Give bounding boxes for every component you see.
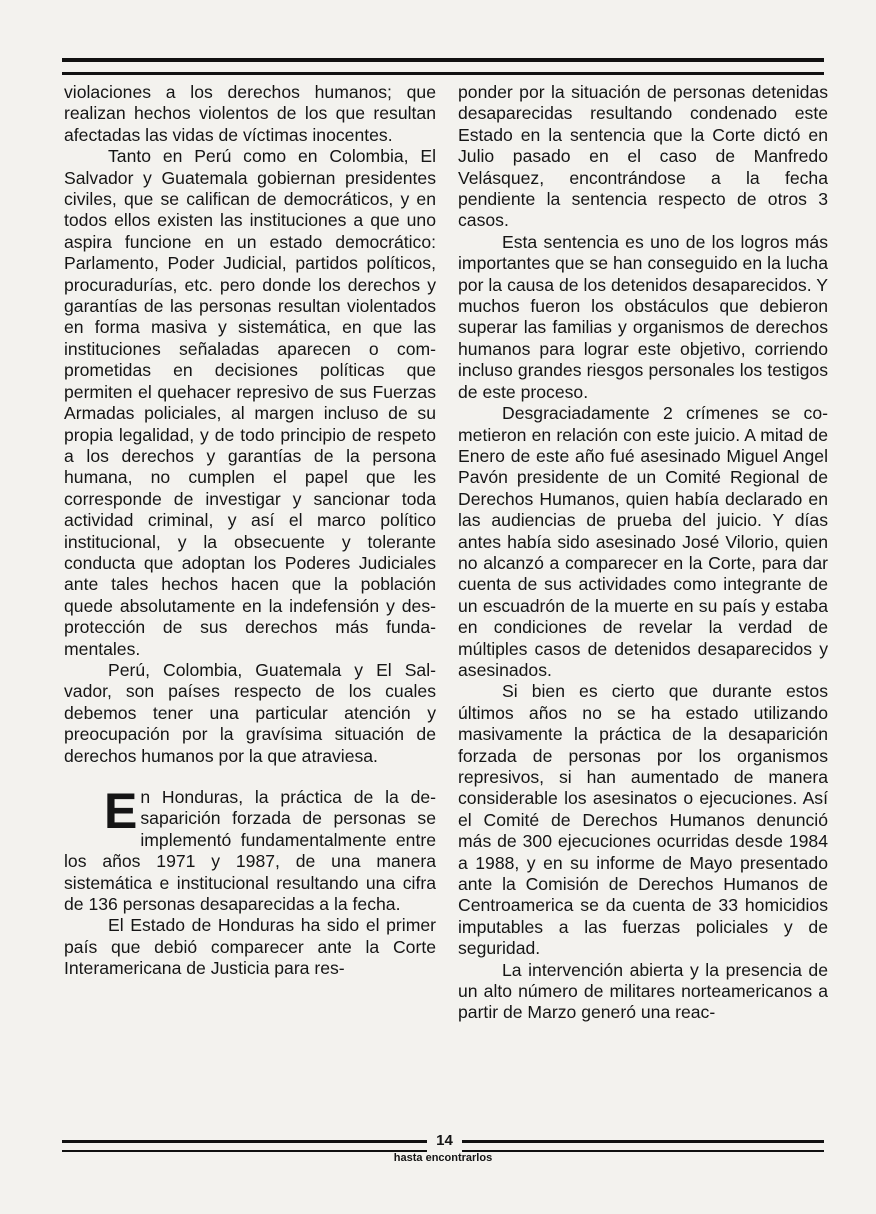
drop-cap-paragraph [64, 783, 436, 915]
page-number: 14 [436, 1132, 453, 1149]
top-double-rule [62, 58, 824, 75]
paragraph: La intervención abierta y la presencia de un alto número de militares norteamericanos a partir de Marzo generó una reac- [458, 959, 828, 1023]
page-footer [62, 1132, 824, 1172]
right-text-column [458, 82, 828, 1102]
left-text-column [64, 82, 436, 1102]
paragraph: Esta sentencia es uno de los logros más importantes que se han conseguido en la lucha por la causa de los detenidos desaparecidos. Y muchos fueron los obstáculos que debieron superar las familias y organismos de derechos humanos para lograr este objetivo, corriendo incluso grandes riesgos personales los testigos de este proceso. [458, 231, 828, 402]
footer-rule-right [462, 1140, 824, 1152]
paragraph: Desgraciadamente 2 crímenes se cometieron en relación con este juicio. A mitad de Enero de este año fué asesinado Miguel Angel Pavón presidente de un Comité Regional de Derechos Humanos, quien había declarado en las audiencias de prueba del juicio. Y días antes había sido asesinado José Vilorio, quien no alcanzó a comparecer en la Corte, para dar cuenta de sus actividades como integrante de un escuadrón de la muerte en su país y estaba en condiciones de revelar la verdad de múltiples casos de detenidos desaparecidos y asesinados. [458, 403, 828, 680]
paragraph: ponder por la situación de personas detenidas desaparecidas resultando condenado este Estado en la sentencia que la Corte dictó en Julio pasado en el caso de Manfredo Velásquez, encontrándose a la fecha pendiente la sentencia respecto de otros 3 casos. [458, 82, 828, 231]
drop-cap-letter: E [104, 783, 138, 839]
paragraph: violaciones a los derechos humanos; que realizan hechos violentos de los que resultan afectadas las vidas de víctimas inocentes. [64, 82, 436, 145]
paragraph-text: n Honduras, la práctica de la desaparición forzada de personas se implementó fundamentalmente entre los años 1971 y 1987, de una manera sistemática e institucional resultando una cifra de 136 personas desaparecidas a la fecha. [64, 787, 436, 915]
paragraph: El Estado de Honduras ha sido el primer país que debió comparecer ante la Corte Interamericana de Justicia para res- [64, 915, 436, 979]
paragraph: Tanto en Perú como en Colombia, El Salvador y Guatemala gobiernan presidentes civiles, que se califican de democráticos, y en todos ellos existen las instituciones a que uno aspira funcione en un estado democrático: Parlamento, Poder Judicial, partidos políticos, procuradurías, etc. pero donde los derechos y garantías de las personas resultan violentados en forma masiva y sistemática, en que las instituciones señaladas aparecen o comprometidas en decisiones políticas que permiten el quehacer represivo de sus Fuerzas Armadas policiales, al margen incluso de su propia legalidad, y de todo principio de respeto a los derechos y garantías de la persona humana, no cumplen el papel que les corresponde de investigar y sancionar toda actividad criminal, y así el marco político institucional, y la obsecuente y tolerante conducta que adoptan los Poderes Judiciales ante tales hechos hacen que la población quede absolutamente en la indefensión y desprotección de sus derechos más fundamentales. [64, 146, 436, 659]
paragraph: Si bien es cierto que durante estos últimos años no se ha estado utilizando masivamente la práctica de la desaparición forzada de personas por los organismos represivos, si han aumentado de manera considerable los asesinatos o ejecuciones. Así el Comité de Derechos Humanos denunció más de 300 ejecuciones ocurridas desde 1984 a 1988, y en su informe de Mayo presentado ante la Comisión de Derechos Humanos de Centroamerica se da cuenta de 33 homicidios imputables a las fuerzas policiales y de seguridad. [458, 681, 828, 959]
paragraph: Perú, Colombia, Guatemala y El Salvador, son países respecto de los cuales debemos tener una particular atención y preocupación por la gravísima situación de derechos humanos por la que atraviesa. [64, 659, 436, 766]
footer-rule-left [62, 1140, 427, 1152]
publication-name: hasta encontrarlos [393, 1152, 493, 1164]
